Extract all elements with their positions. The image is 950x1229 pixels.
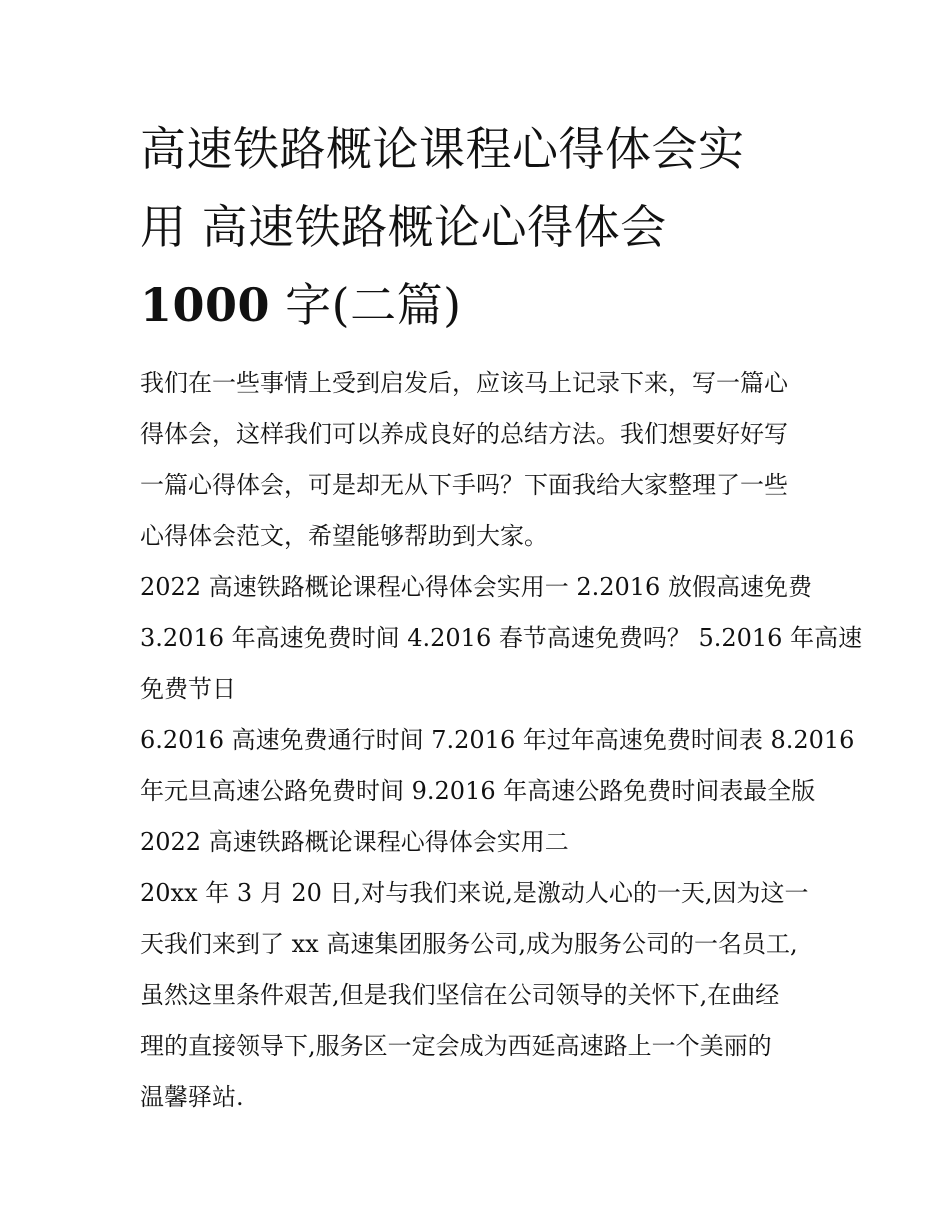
section-heading	[140, 817, 820, 868]
text-line: 2022 高速铁路概论课程心得体会实用二	[140, 828, 569, 856]
title-line: 用 高速铁路概论心得体会	[140, 200, 667, 254]
text-line: 一篇心得体会，可是却无从下手吗？下面我给大家整理了一些	[140, 471, 788, 499]
document-content	[140, 110, 863, 1123]
text-line: 3.2016 年高速免费时间 4.2016 春节高速免费吗？ 5.2016 年高速	[140, 624, 863, 652]
text-line: 年元旦高速公路免费时间 9.2016 年高速公路免费时间表最全版	[140, 777, 816, 805]
title-suffix: 字(二篇)	[270, 278, 462, 332]
text-line: 免费节日	[140, 675, 236, 703]
paragraph-body	[140, 868, 820, 1123]
text-line: 我们在一些事情上受到启发后，应该马上记录下来，写一篇心	[140, 369, 788, 397]
title-line: 高速铁路概论课程心得体会实	[140, 122, 745, 176]
text-line: 温馨驿站.	[140, 1083, 244, 1111]
text-line: 得体会，这样我们可以养成良好的总结方法。我们想要好好写	[140, 420, 788, 448]
title-line	[140, 266, 820, 344]
paragraph-intro	[140, 358, 820, 562]
text-line: 20xx 年 3 月 20 日,对与我们来说,是激动人心的一天,因为这一	[140, 879, 809, 907]
title-gap	[140, 344, 820, 358]
paragraph-list-1	[140, 562, 863, 715]
text-line: 虽然这里条件艰苦,但是我们坚信在公司领导的关怀下,在曲经	[140, 981, 780, 1009]
text-line: 理的直接领导下,服务区一定会成为西延高速路上一个美丽的	[140, 1032, 772, 1060]
text-line: 心得体会范文，希望能够帮助到大家。	[140, 522, 548, 550]
text-line: 2022 高速铁路概论课程心得体会实用一 2.2016 放假高速免费	[140, 573, 812, 601]
document-title	[140, 110, 820, 344]
paragraph-list-2	[140, 715, 855, 817]
text-line: 6.2016 高速免费通行时间 7.2016 年过年高速免费时间表 8.2016	[140, 726, 855, 754]
text-line: 天我们来到了 xx 高速集团服务公司,成为服务公司的一名员工,	[140, 930, 798, 958]
title-word-count: 1000	[140, 278, 271, 332]
